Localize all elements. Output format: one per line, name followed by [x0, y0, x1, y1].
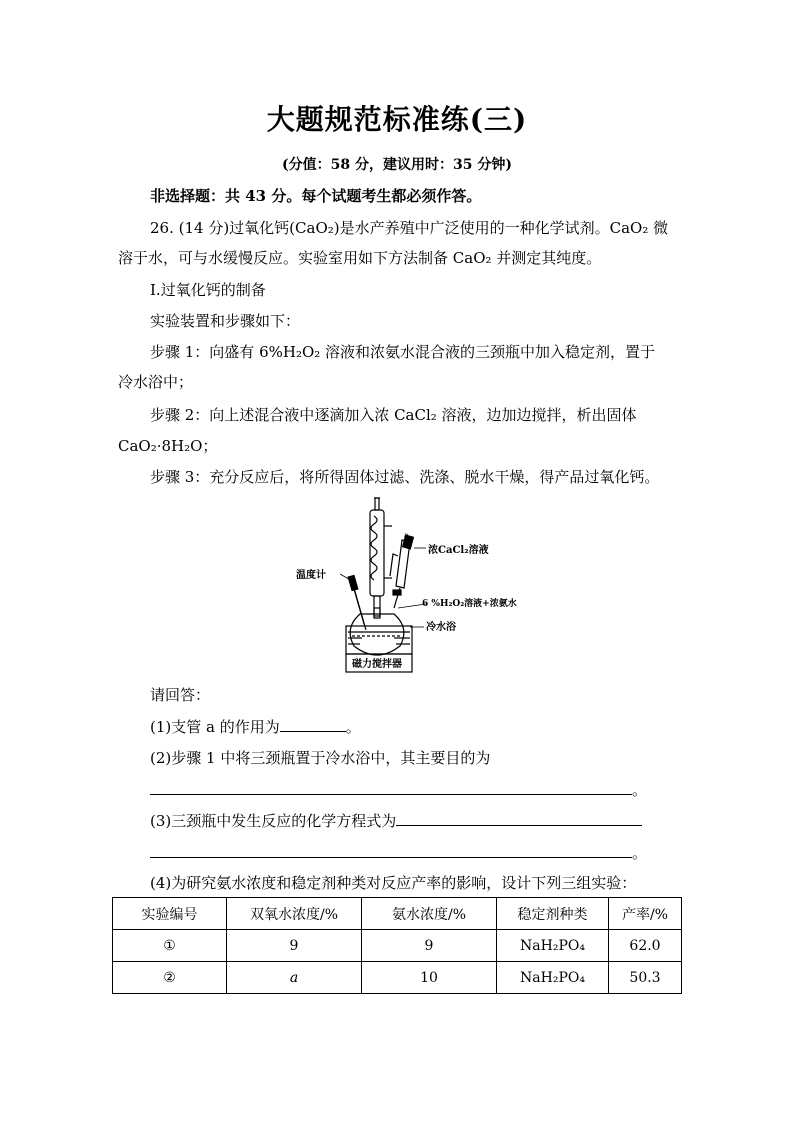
table-row [113, 930, 682, 962]
answer-blank-3b[interactable] [150, 843, 632, 858]
label-cacl2: 浓CaCl₂溶液 [428, 545, 489, 556]
table-cell: 50.3 [609, 962, 682, 994]
thermometer-icon [348, 575, 366, 630]
condenser-icon [370, 498, 392, 616]
table-header-row [113, 898, 682, 930]
q26-line1: 26. (14 分)过氧化钙(CaO₂)是水产养殖中广泛使用的一种化学试剂。CaO₂ 微 [150, 219, 669, 237]
answer-prompt: 请回答： [150, 686, 211, 704]
table-cell: 10 [362, 962, 497, 994]
table-cell: 62.0 [609, 930, 682, 962]
step2-line1: 步骤 2：向上述混合液中逐滴加入浓 CaCl₂ 溶液，边加边搅拌，析出固体 [150, 406, 637, 424]
question-2-answer-line: 。 [150, 780, 647, 800]
table-cell: a [227, 962, 362, 994]
table-cell: NaH₂PO₄ [497, 930, 609, 962]
answer-blank-2[interactable] [150, 780, 632, 795]
intro-text: 非选择题：共 43 分。每个试题考生都必须作答。 [150, 187, 482, 205]
setup-text: 实验装置和步骤如下： [150, 312, 301, 330]
question-3-answer-line: 。 [150, 843, 647, 863]
table-cell: NaH₂PO₄ [497, 962, 609, 994]
label-mixture: 6 %H₂O₂溶液+浓氨水 [422, 599, 517, 609]
answer-blank-3a[interactable] [396, 811, 642, 826]
table-header: 产率/% [609, 898, 682, 930]
question-2: (2)步骤 1 中将三颈瓶置于冷水浴中，其主要目的为 [150, 749, 491, 767]
q26-line2: 溶于水，可与水缓慢反应。实验室用如下方法制备 CaO₂ 并测定其纯度。 [118, 249, 602, 267]
question-1: (1)支管 a 的作用为 。 [150, 718, 361, 736]
label-stirrer: 磁力搅拌器 [352, 659, 402, 670]
label-cold-bath: 冷水浴 [426, 622, 456, 633]
dropping-funnel-icon [390, 535, 413, 608]
table-row [113, 962, 682, 994]
apparatus-diagram [290, 496, 530, 676]
label-thermometer: 温度计 [296, 570, 326, 581]
answer-blank-1[interactable] [280, 717, 346, 732]
step1-line2: 冷水浴中； [118, 373, 194, 391]
table-cell: 9 [227, 930, 362, 962]
table-header: 氨水浓度/% [362, 898, 497, 930]
table-header: 实验编号 [113, 898, 227, 930]
table-cell: ① [113, 930, 227, 962]
table-header: 双氧水浓度/% [227, 898, 362, 930]
section-heading: Ⅰ.过氧化钙的制备 [150, 281, 266, 299]
step3-line: 步骤 3：充分反应后，将所得固体过滤、洗涤、脱水干燥，得产品过氧化钙。 [150, 468, 660, 486]
page-subtitle: (分值：58 分，建议用时：35 分钟) [282, 157, 512, 173]
question-3: (3)三颈瓶中发生反应的化学方程式为 [150, 811, 642, 831]
step2-line2: CaO₂·8H₂O； [118, 437, 218, 455]
page-title: 大题规范标准练(三) [266, 103, 528, 136]
label-a: a [404, 531, 409, 540]
table-cell: 9 [362, 930, 497, 962]
table-header: 稳定剂种类 [497, 898, 609, 930]
experiment-table [112, 897, 682, 994]
step1-line1: 步骤 1：向盛有 6%H₂O₂ 溶液和浓氨水混合液的三颈瓶中加入稳定剂，置于 [150, 343, 656, 361]
question-4: (4)为研究氨水浓度和稳定剂种类对反应产率的影响，设计下列三组实验： [150, 874, 637, 892]
table-cell: ② [113, 962, 227, 994]
